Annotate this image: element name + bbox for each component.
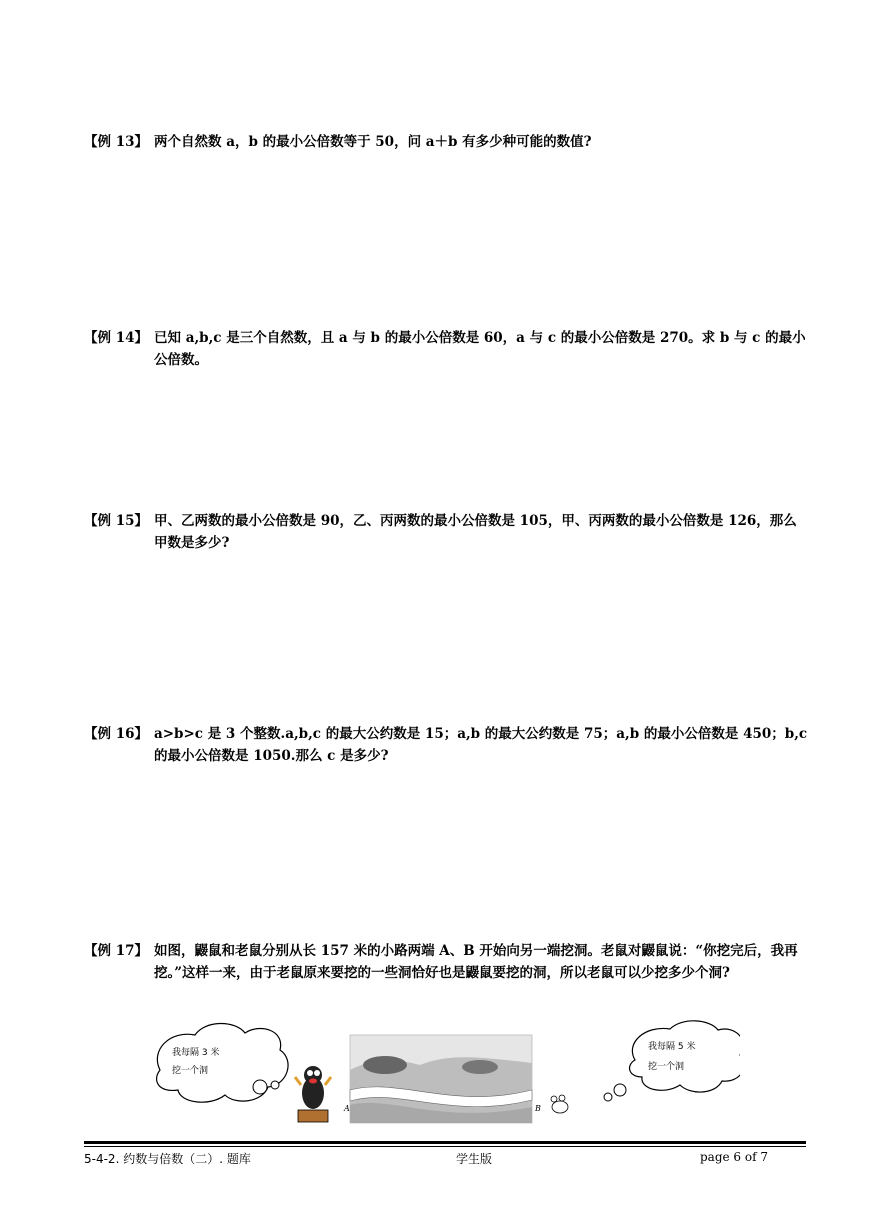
right-bubble-line2: 挖一个洞 (648, 1062, 685, 1072)
footer-rule-thick (84, 1141, 806, 1144)
right-bubble-line1: 我每隔 5 米 (648, 1042, 696, 1052)
mole-figure (295, 1066, 331, 1122)
footer-course-label: 5-4-2. 约数与倍数（二）. 题库 (84, 1152, 251, 1166)
problem-17 (84, 940, 809, 984)
problem-text: 如图，鼹鼠和老鼠分别从长 157 米的小路两端 A、B 开始向另一端挖洞。老鼠对鼹鼠说：“你挖完后，我再挖。”这样一来，由于老鼠原来要挖的一些洞恰好也是鼹鼠要挖的洞，所以老鼠可以少挖多少个洞? (154, 943, 798, 981)
point-b-label: B (535, 1104, 541, 1113)
problem-tag: 【例 16】 (84, 726, 148, 742)
problem-16 (84, 723, 809, 767)
point-a-label: A (344, 1104, 350, 1113)
landscape-picture (343, 1035, 541, 1123)
problem-15 (84, 510, 809, 554)
problem-tag: 【例 15】 (84, 513, 148, 529)
problem-14 (84, 327, 809, 371)
problem-13 (84, 131, 809, 153)
problem-text: a>b>c 是 3 个整数.a,b,c 的最大公约数是 15；a,b 的最大公约数是 75；a,b 的最小公倍数是 450；b,c 的最小公倍数是 1050.那么 c 是多少? (154, 726, 808, 764)
left-bubble-line2: 挖一个洞 (172, 1066, 209, 1076)
problem-text: 两个自然数 a，b 的最小公倍数等于 50，问 a＋b 有多少种可能的数值? (154, 134, 592, 150)
right-thought-bubble (604, 1021, 740, 1101)
problem-tag: 【例 13】 (84, 134, 148, 150)
footer-edition-label: 学生版 (456, 1152, 493, 1166)
mole-mouse-illustration (150, 1015, 740, 1130)
left-thought-bubble (157, 1023, 288, 1102)
footer-page-number: page 6 of 7 (700, 1150, 768, 1164)
left-bubble-line1: 我每隔 3 米 (172, 1048, 220, 1058)
problem-text: 已知 a,b,c 是三个自然数，且 a 与 b 的最小公倍数是 60，a 与 c 的最小公倍数是 270。求 b 与 c 的最小公倍数。 (154, 330, 806, 368)
problem-tag: 【例 17】 (84, 943, 148, 959)
problem-text: 甲、乙两数的最小公倍数是 90，乙、丙两数的最小公倍数是 105，甲、丙两数的最小公倍数是 126，那么甲数是多少? (154, 513, 797, 551)
footer-rule-thin (84, 1146, 806, 1147)
problem-tag: 【例 14】 (84, 330, 148, 346)
mouse-figure (551, 1095, 568, 1113)
